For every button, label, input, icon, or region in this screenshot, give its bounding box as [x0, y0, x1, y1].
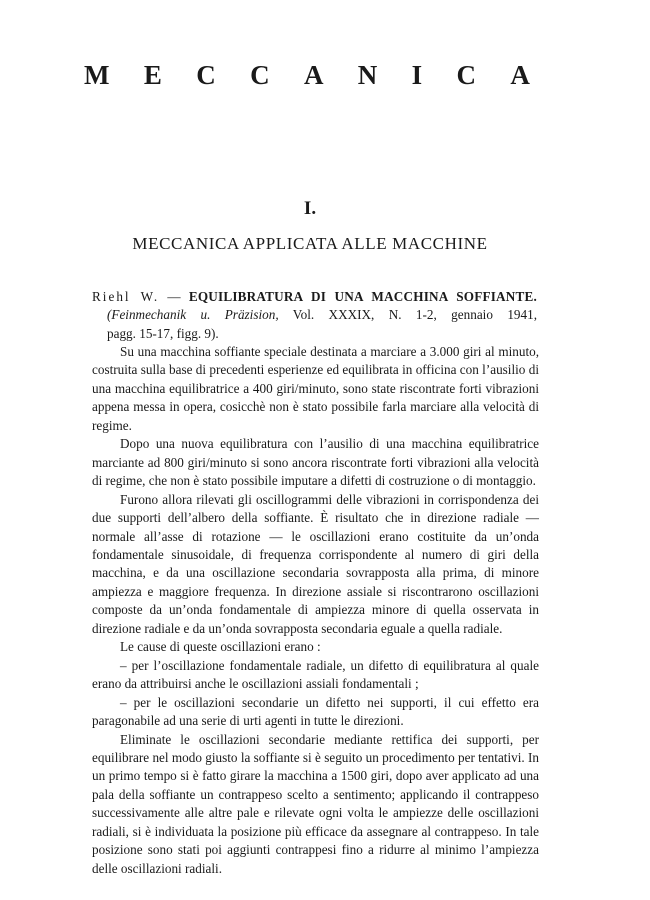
header-letter: A [510, 60, 530, 90]
section-title: MECCANICA APPLICATA ALLE MACCHINE [132, 234, 488, 253]
entry-title: EQUILIBRATURA DI UNA MACCHINA SOFFIANTE. [188, 289, 537, 304]
entry-source-details: Vol. XXXIX, N. 1-2, gennaio 1941, [278, 307, 537, 323]
header-letter: I [411, 60, 423, 90]
article-body [92, 343, 539, 878]
header-letter: A [303, 60, 324, 90]
header-letter: C [456, 60, 477, 90]
list-item: – per l’oscillazione fondamentale radiale, un difetto di equilibratura al quale erano da attribuirsi anche le oscillazioni assiali fondamentali ; [92, 657, 539, 692]
entry-heading-line [92, 288, 537, 306]
entry-source-line [107, 306, 537, 324]
paragraph: Dopo una nuova equilibratura con l’ausilio di una macchina equilibratrice marciante ad 800 giri/minuto si sono ancora riscontrate forti vibrazioni alla velocità di regime, che non è stato possibile imputare a difetti di costruzione o di montaggio. [92, 436, 539, 489]
bibliographic-entry [92, 288, 537, 343]
header-letter: M [84, 60, 110, 90]
header-letter: E [143, 60, 162, 90]
paragraph: Le cause di queste oscillazioni erano : [120, 639, 321, 655]
entry-dash: — [159, 289, 189, 304]
running-header [84, 58, 530, 92]
paragraph: Eliminate le oscillazioni secondarie mediante rettifica dei supporti, per equilibrare nel modo giusto la soffiante si è seguito un procedimento per tentativi. In un primo tempo si è fatto girare la macchina a 1500 giri, dopo aver applicato ad una pala della soffiante un contrappeso scelto a sentimento; applicando il contrappeso successivamente alle altre pale e rilevate ogni volta le ampiezze delle oscillazioni radiali, si è individuata la posizione più efficace da assegnare al contrappeso. In tale posizione sono stati poi aggiunti contrappesi fino a ridurre al minimo l’ampiezza delle oscillazioni radiali. [92, 731, 539, 876]
paragraph: Su una macchina soffiante speciale destinata a marciare a 3.000 giri al minuto, costruita sulla base di precedenti esperienze ed equilibrata in officina con l’ausilio di una macchina equilibratrice a 400 giri/minuto, sono state riscontrate forti vibrazioni appena messa in opera, cosicchè non è stato possibile farla marciare alla velocità di regime. [92, 344, 539, 433]
section-number: I. [303, 198, 317, 219]
list-item: – per le oscillazioni secondarie un difetto nei supporti, il cui effetto era paragonabile ad una serie di urti agenti in tutte le direzioni. [92, 694, 539, 729]
entry-author: Riehl W. [92, 289, 160, 304]
entry-journal: (Feinmechanik u. Präzision, [107, 307, 279, 323]
entry-pages-line [107, 325, 537, 343]
paragraph: Furono allora rilevati gli oscillogrammi delle vibrazioni in corrispondenza dei due supporti dell’albero della soffiante. È risultato che in direzione radiale — normale all’asse di rotazione — le oscillazioni erano costituite da un’onda fondamentale sinusoidale, di frequenza corrispondente al numero di giri della macchina, e da una oscillazione secondaria sovrapposta alla prima, di minore ampiezza e maggiore frequenza. In direzione assiale si riscontrarono oscillazioni composte da un’onda fondamentale di ampiezza minore di quella osservata in direzione radiale e da un’onda sovrapposta secondaria eguale a quella radiale. [92, 491, 539, 636]
header-letter: C [250, 60, 270, 90]
header-letter: N [357, 60, 378, 90]
entry-pages: pagg. 15-17, figg. 9). [107, 325, 219, 341]
header-letter: C [196, 60, 216, 90]
